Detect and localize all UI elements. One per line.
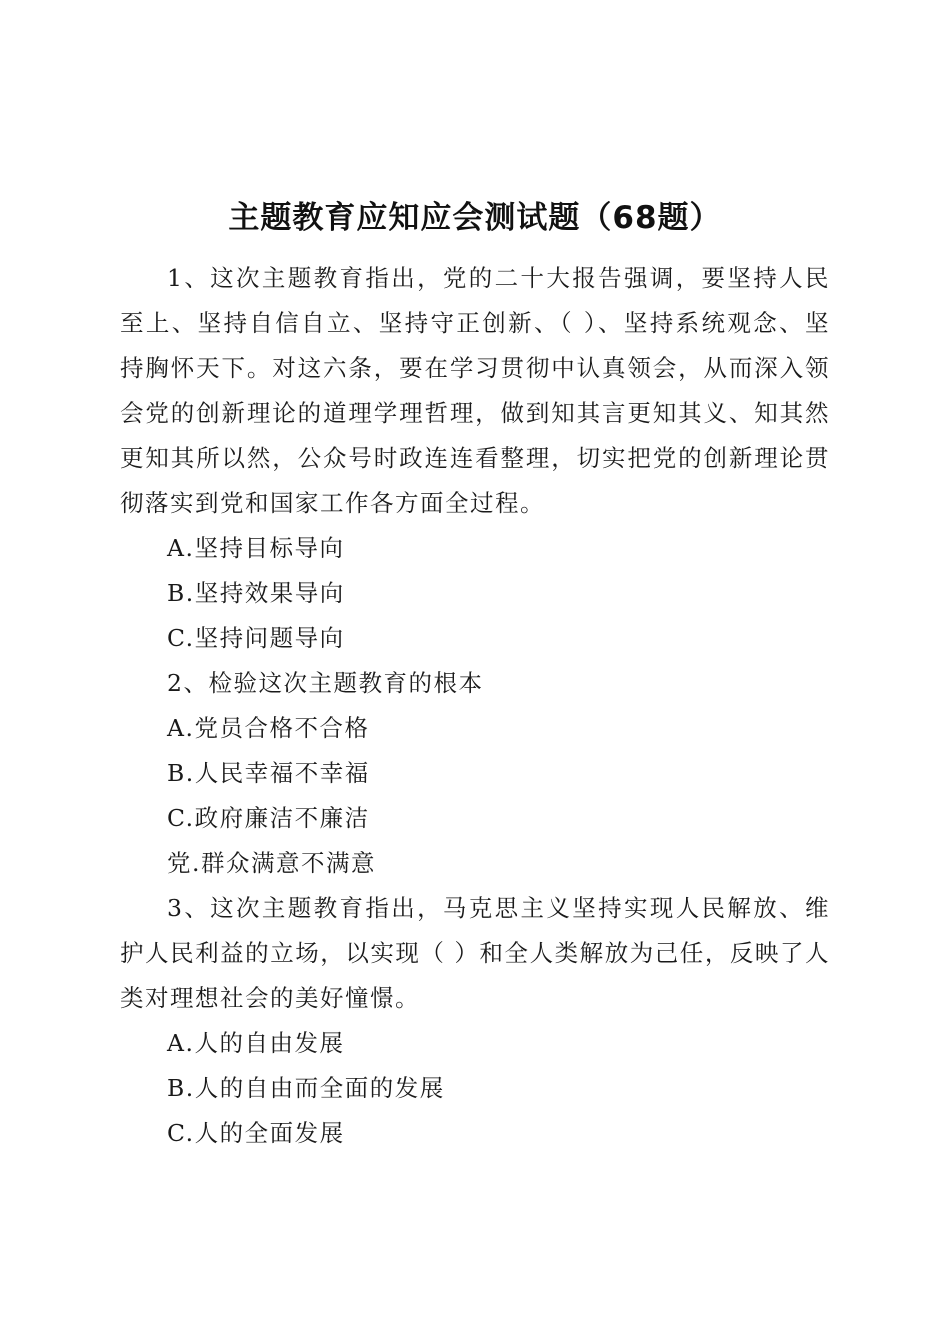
document-body <box>120 256 830 1156</box>
question-3-option-a: A.人的自由发展 <box>167 1029 345 1057</box>
question-2-option-a: A.党员合格不合格 <box>167 714 370 742</box>
question-1-option-c: C.坚持问题导向 <box>167 624 345 652</box>
question-3-stem: 3、这次主题教育指出，马克思主义坚持实现人民解放、维护人民利益的立场，以实现（ ）和全人类解放为己任，反映了人类对理想社会的美好憧憬。 <box>120 894 830 1012</box>
question-2-option-c: C.政府廉洁不廉洁 <box>167 804 370 832</box>
document-title: 主题教育应知应会测试题（68题） <box>228 200 722 236</box>
question-1-option-a: A.坚持目标导向 <box>167 534 345 562</box>
question-1-option-b: B.坚持效果导向 <box>167 579 345 607</box>
question-3-option-c: C.人的全面发展 <box>167 1119 345 1147</box>
question-1-stem: 1、这次主题教育指出，党的二十大报告强调，要坚持人民至上、坚持自信自立、坚持守正创新、（ ）、坚持系统观念、坚持胸怀天下。对这六条，要在学习贯彻中认真领会，从而深入领会党的创新理论的道理学理哲理，做到知其言更知其义、知其然更知其所以然，公众号时政连连看整理，切实把党的创新理论贯彻落实到党和国家工作各方面全过程。 <box>120 264 830 517</box>
question-2-stem: 2、检验这次主题教育的根本 <box>167 669 484 697</box>
question-3-option-b: B.人的自由而全面的发展 <box>167 1074 445 1102</box>
question-2-option-b: B.人民幸福不幸福 <box>167 759 370 787</box>
question-2-option-d: 党.群众满意不满意 <box>167 849 376 877</box>
